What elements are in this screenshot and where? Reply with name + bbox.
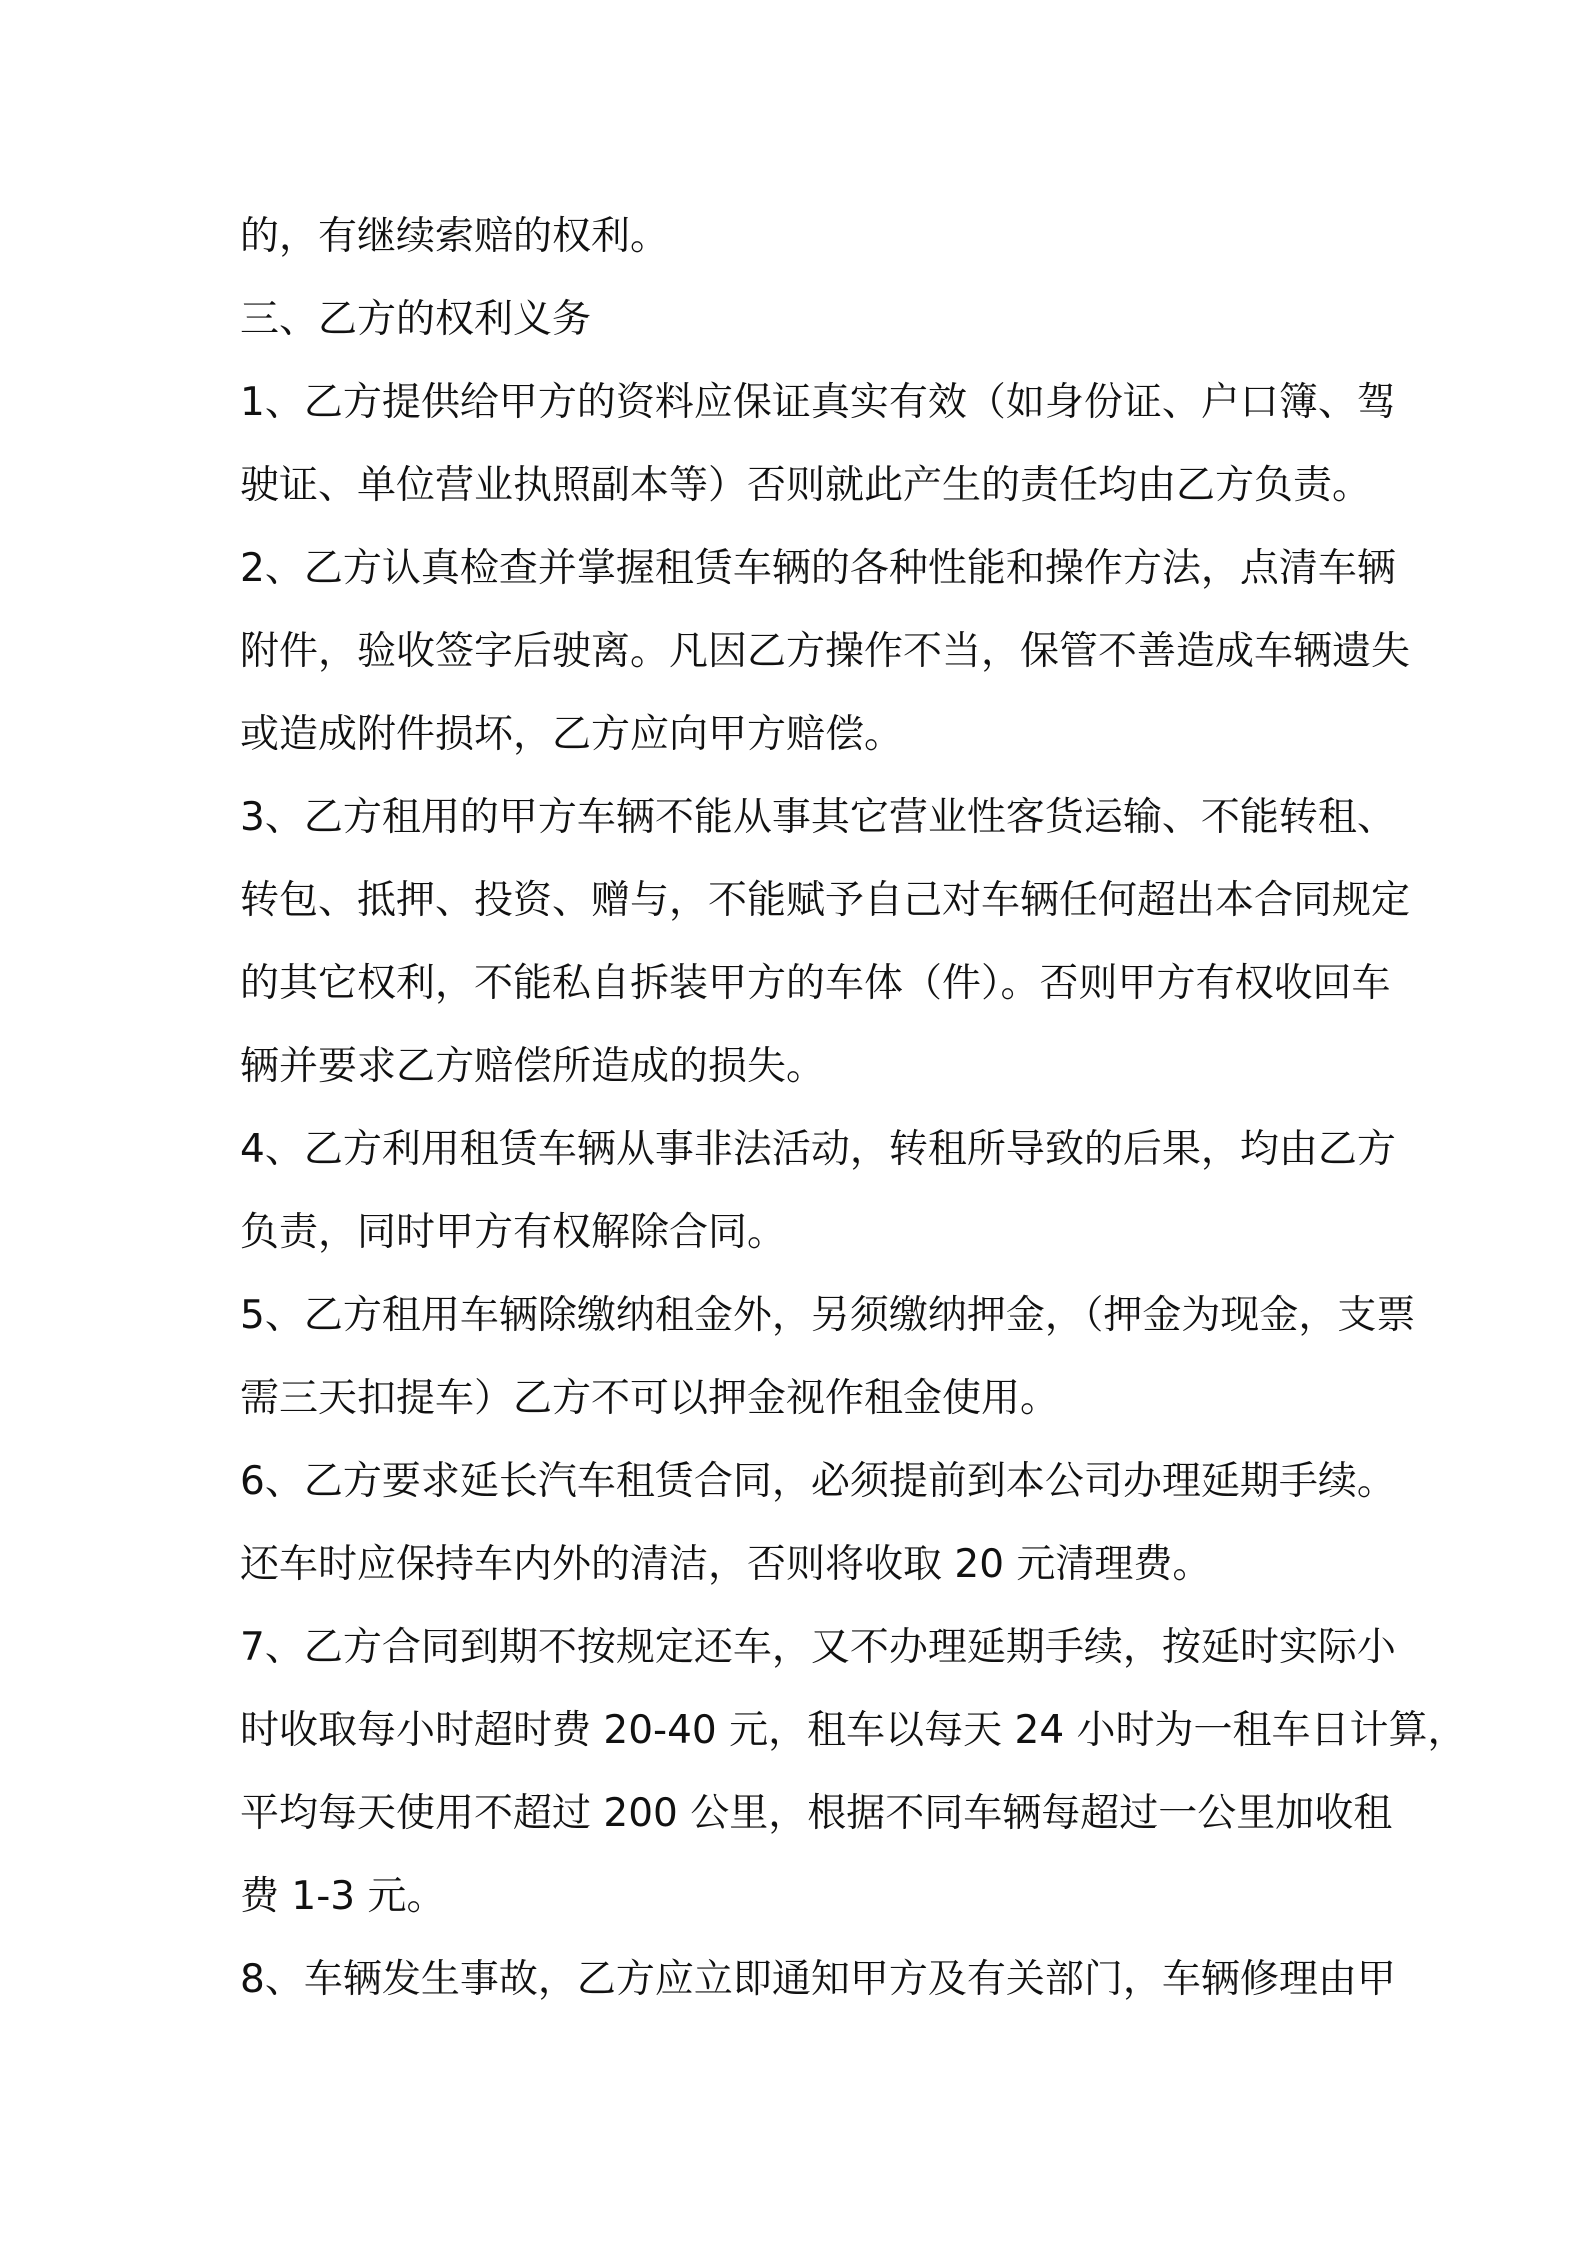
clause-5-line-2: 需三天扣提车）乙方不可以押金视作租金使用。 [240, 1376, 1060, 1421]
clause-4-line-1: 4、乙方利用租赁车辆从事非法活动，转租所导致的后果，均由乙方 [240, 1127, 1396, 1172]
section-heading: 三、乙方的权利义务 [240, 297, 592, 342]
clause-2-line-3: 或造成附件损坏，乙方应向甲方赔偿。 [240, 712, 904, 757]
text-line-continuation: 的，有继续索赔的权利。 [240, 214, 670, 259]
clause-4-line-2: 负责，同时甲方有权解除合同。 [240, 1210, 787, 1255]
clause-7-line-4: 费 1-3 元。 [240, 1874, 446, 1919]
clause-5-line-1: 5、乙方租用车辆除缴纳租金外，另须缴纳押金，（押金为现金，支票 [240, 1293, 1416, 1338]
clause-6-line-1: 6、乙方要求延长汽车租赁合同，必须提前到本公司办理延期手续。 [240, 1459, 1396, 1504]
clause-3-line-1: 3、乙方租用的甲方车辆不能从事其它营业性客货运输、不能转租、 [240, 795, 1396, 840]
clause-1-line-1: 1、乙方提供给甲方的资料应保证真实有效（如身份证、户口簿、驾 [240, 380, 1396, 425]
clause-7-line-1: 7、乙方合同到期不按规定还车，又不办理延期手续，按延时实际小 [240, 1625, 1396, 1670]
clause-3-line-4: 辆并要求乙方赔偿所造成的损失。 [240, 1044, 826, 1089]
clause-7-line-2: 时收取每小时超时费 20-40 元，租车以每天 24 小时为一租车日计算， [240, 1708, 1467, 1753]
clause-1-line-2: 驶证、单位营业执照副本等）否则就此产生的责任均由乙方负责。 [240, 463, 1372, 508]
clause-8-line-1: 8、车辆发生事故，乙方应立即通知甲方及有关部门，车辆修理由甲 [240, 1957, 1396, 2002]
document-body [240, 195, 1467, 2021]
clause-2-line-1: 2、乙方认真检查并掌握租赁车辆的各种性能和操作方法，点清车辆 [240, 546, 1396, 591]
clause-6-line-2: 还车时应保持车内外的清洁，否则将收取 20 元清理费。 [240, 1542, 1212, 1587]
clause-3-line-2: 转包、抵押、投资、赠与，不能赋予自己对车辆任何超出本合同规定 [240, 878, 1411, 923]
clause-2-line-2: 附件，验收签字后驶离。凡因乙方操作不当，保管不善造成车辆遗失 [240, 629, 1411, 674]
clause-7-line-3: 平均每天使用不超过 200 公里，根据不同车辆每超过一公里加收租 [240, 1791, 1393, 1836]
clause-3-line-3: 的其它权利，不能私自拆装甲方的车体（件）。否则甲方有权收回车 [240, 961, 1391, 1006]
